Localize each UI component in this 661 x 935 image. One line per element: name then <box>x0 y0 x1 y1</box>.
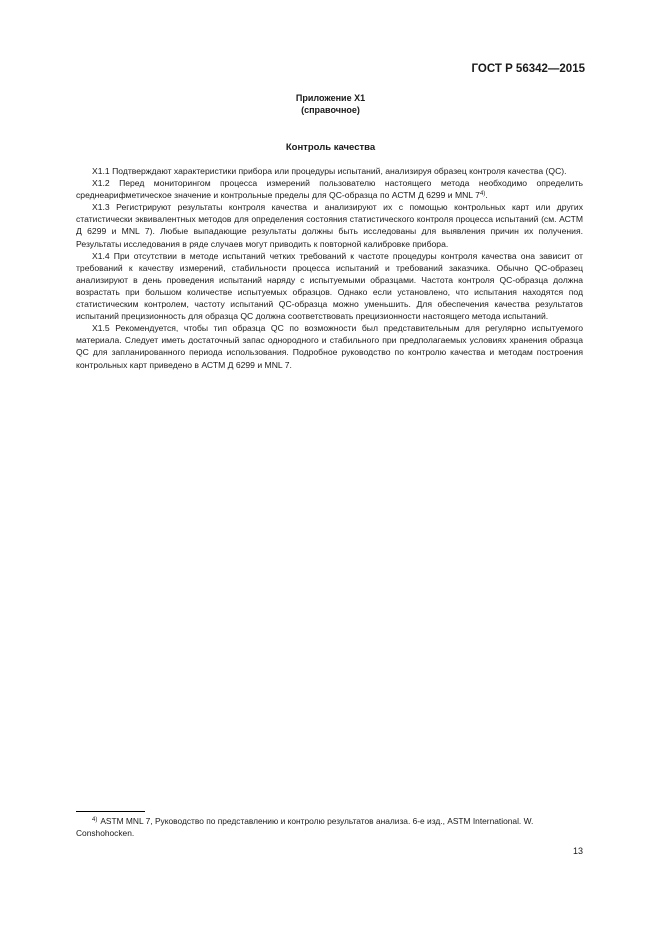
annex-subtitle: (справочное) <box>301 105 360 115</box>
standard-code: ГОСТ Р 56342—2015 <box>471 63 585 75</box>
footnote-reference[interactable]: 4) <box>479 191 486 198</box>
paragraph-x1-1: X1.1 Подтверждают характеристики прибора или процедуры испытаний, анализируя образец контроля качества (QC). <box>92 166 567 176</box>
paragraph-x1-2: X1.2 Перед мониторингом процесса измерений пользователю настоящего метода необходимо определить среднеарифметическое значение и контрольные пределы для QC-образца по АСТМ Д 6299 и MNL 7$^{4)}$. <box>76 178 583 201</box>
section-title: Контроль качества <box>285 142 376 153</box>
paragraph-x1-4: X1.4 При отсутствии в методе испытаний четких требований к частоте процедуры контроля качества она зависит от требований к качеству измерений, стабильности процесса испытаний и требований заказчика. Обычно QC-образец анализируют в день проведения испытаний наряду с испытуемыми образцами. Частота контроля QC-образца должна возрастать при большом количестве испытуемых образцов. Однако если установлено, что испытания находятся под статистическим контролем, частоту испытаний QC-образца можно уменьшить. Для обеспечения качества результатов испытаний прецизионность для образца QC должна соответствовать прецизионности настоящего метода испытаний. <box>76 250 583 322</box>
annex-title: Приложение X1 <box>295 93 366 103</box>
body-text <box>76 165 583 371</box>
footnote-text: ASTM MNL 7, Руководство по представлению и контролю результатов анализа. 6-е изд., ASTM International. W. Conshohocken. <box>76 816 534 838</box>
page-number: 13 <box>572 846 583 856</box>
footnote <box>76 815 583 839</box>
footnote-marker: 4) <box>92 817 98 823</box>
footnote-divider <box>76 811 145 812</box>
paragraph-x1-5: X1.5 Рекомендуется, чтобы тип образца QC по возможности был представительным для регулярно испытуемого материала. Следует иметь достаточный запас однородного и стабильного при предполагаемых условиях хранения образца QC для запланированного периода использования. Подробное руководство по контролю качества и методам построения контрольных карт приведено в АСТМ Д 6299 и MNL 7. <box>76 323 583 370</box>
paragraph-x1-3: X1.3 Регистрируют результаты контроля качества и анализируют их с помощью контрольных карт или других статистически эквивалентных методов для определения состояния статистического контроля процесса испытаний (см. АСТМ Д 6299 и MNL 7). Любые выпадающие результаты должны быть исследованы для выявления причин их получения. Результаты исследования в ряде случаев могут приводить к повторной калибровке прибора. <box>76 202 583 249</box>
